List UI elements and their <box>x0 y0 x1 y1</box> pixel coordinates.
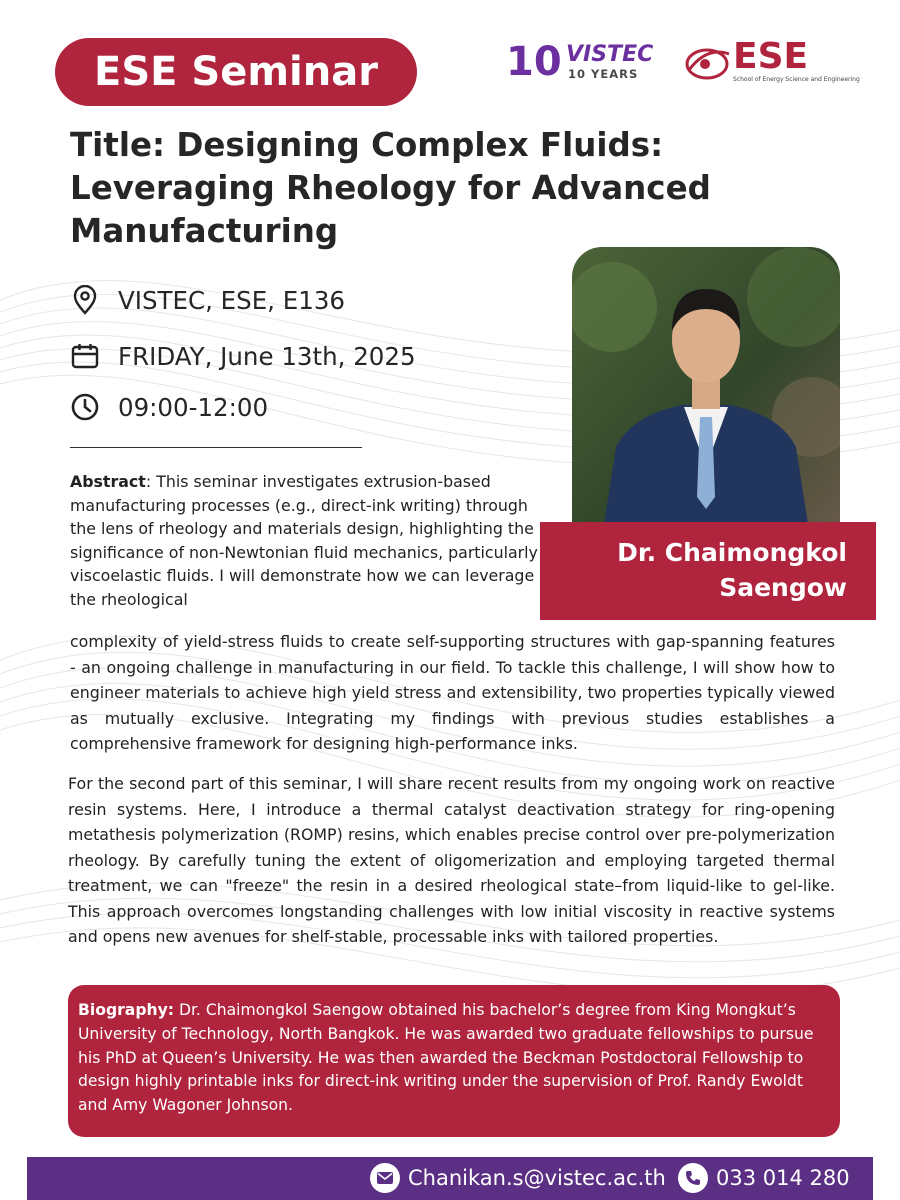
ese-logo-name: ESE <box>733 36 809 77</box>
speaker-name-line2: Saengow <box>719 573 847 602</box>
speaker-photo <box>572 247 840 537</box>
location-pin-icon <box>70 285 100 315</box>
biography-text: Dr. Chaimongkol Saengow obtained his bachelor’s degree from King Mongkut’s University of Technology, North Bangkok. He was awarded two graduate fellowships to pursue his PhD at Queen’s University. He was then awarded the Beckman Postdoctoral Fellowship to design highly printable inks for direct-ink writing under the supervision of Prof. Randy Ewoldt and Amy Wagoner Johnson. <box>78 1001 814 1115</box>
location-text: VISTEC, ESE, E136 <box>118 285 345 315</box>
vistec-logo-name: VISTEC <box>566 42 654 67</box>
date-text: FRIDAY, June 13th, 2025 <box>118 341 416 371</box>
seminar-title: Title: Designing Complex Fluids: Leveraging Rheology for Advanced Manufacturing <box>70 126 711 250</box>
abstract-text-part2: complexity of yield-stress fluids to create self-supporting structures with gap-spanning features - an ongoing challenge in manufacturing in our field. To tackle this challenge, I will show how to engineer materials to achieve high yield stress and extensibility, two properties typically viewed as mutually exclusive. Integrating my findings with previous studies establishes a comprehensive framework for designing high-performance inks. <box>70 632 835 753</box>
email-address: Chanikan.s@vistec.ac.th <box>408 1166 666 1190</box>
ese-logo-subtitle: School of Energy Science and Engineering <box>733 76 860 83</box>
phone-icon <box>678 1163 708 1193</box>
phone-contact[interactable] <box>678 1162 850 1194</box>
calendar-icon <box>70 341 100 371</box>
speaker-name-line1: Dr. Chaimongkol <box>617 538 847 567</box>
email-contact[interactable] <box>370 1162 666 1194</box>
email-icon <box>370 1163 400 1193</box>
section-divider <box>70 447 362 448</box>
ese-logo-mark-icon <box>683 40 735 84</box>
date-row <box>70 338 416 374</box>
vistec-logo-years: 10 YEARS <box>568 67 639 81</box>
abstract-label: Abstract <box>70 472 146 491</box>
ese-school-logo <box>683 36 860 88</box>
vistec-10-years-logo <box>506 38 656 88</box>
location-row <box>70 282 345 318</box>
time-row <box>70 389 268 425</box>
time-text: 09:00-12:00 <box>118 392 269 422</box>
abstract-text-part3: For the second part of this seminar, I will share recent results from my ongoing work on reactive resin systems. Here, I introduce a thermal catalyst deactivation strategy for ring-opening metathesis polymerization (ROMP) resins, which enables precise control over pre-polymerization rheology. By carefully tuning the extent of oligomerization and employing targeted thermal treatment, we can "freeze" the resin in a desired rheological state–from liquid-like to gel-like. This approach overcomes longstanding challenges with low initial viscosity in reactive systems and opens new avenues for shelf-stable, processable inks with tailored properties. <box>68 774 835 946</box>
abstract-intro <box>70 470 550 611</box>
biography-label: Biography: <box>78 1001 174 1019</box>
clock-icon <box>70 392 100 422</box>
abstract-text-part1: : This seminar investigates extrusion-based manufacturing processes (e.g., direct-ink writing) through the lens of rheology and materials design, highlighting the significance of non-Newtonian fluid mechanics, particularly viscoelastic fluids. I will demonstrate how we can leverage the rheological <box>70 472 538 609</box>
biography-box <box>68 985 840 1137</box>
seminar-badge: ESE Seminar <box>55 38 417 106</box>
contact-footer <box>27 1157 873 1200</box>
phone-number: 033 014 280 <box>716 1166 850 1190</box>
speaker-name-block <box>540 522 876 620</box>
vistec-logo-number: 10 <box>506 39 562 85</box>
